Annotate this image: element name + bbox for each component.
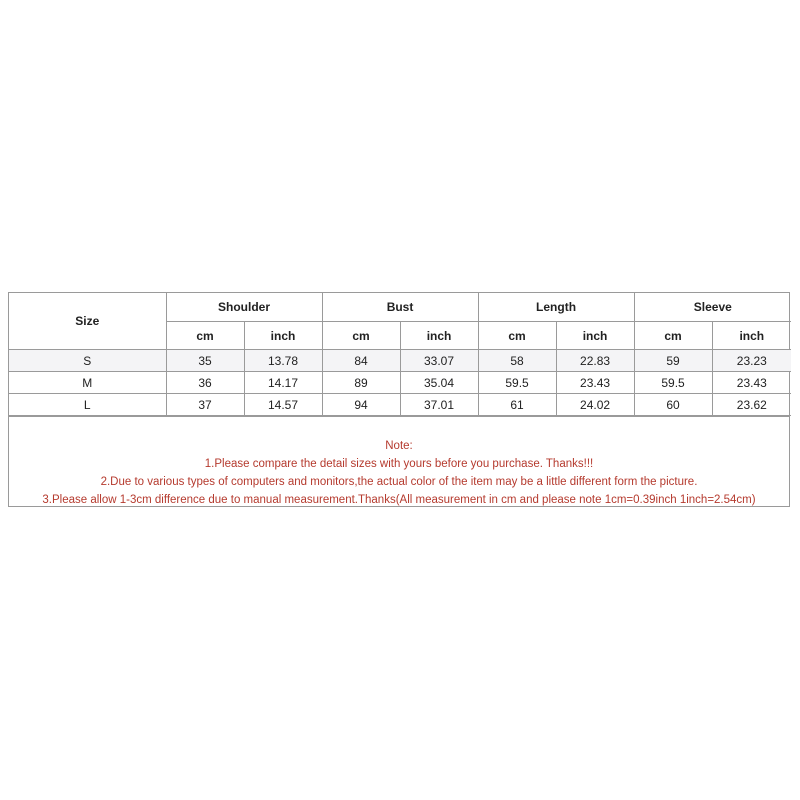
size-cell: M [9, 372, 166, 394]
unit-cm-header: cm [166, 322, 244, 350]
length-header: Length [478, 293, 634, 322]
note-title: Note: [385, 440, 413, 452]
value-cell: 35.04 [400, 372, 478, 394]
value-cell: 36 [166, 372, 244, 394]
value-cell: 84 [322, 350, 400, 372]
value-cell: 23.43 [556, 372, 634, 394]
value-cell: 14.57 [244, 394, 322, 416]
unit-inch-header: inch [712, 322, 791, 350]
value-cell: 61 [478, 394, 556, 416]
table-row [9, 394, 791, 416]
unit-inch-header: inch [400, 322, 478, 350]
value-cell: 33.07 [400, 350, 478, 372]
value-cell: 94 [322, 394, 400, 416]
value-cell: 59 [634, 350, 712, 372]
value-cell: 37.01 [400, 394, 478, 416]
value-cell: 14.17 [244, 372, 322, 394]
value-cell: 58 [478, 350, 556, 372]
value-cell: 59.5 [478, 372, 556, 394]
note-line: 3.Please allow 1-3cm difference due to manual measurement.Thanks(All measurement in cm and please note 1cm=0.39inch 1inch=2.54cm) [42, 494, 756, 506]
unit-inch-header: inch [244, 322, 322, 350]
value-cell: 24.02 [556, 394, 634, 416]
value-cell: 37 [166, 394, 244, 416]
size-cell: S [9, 350, 166, 372]
unit-cm-header: cm [322, 322, 400, 350]
size-header: Size [9, 293, 166, 350]
size-chart [8, 292, 790, 507]
table-row [9, 372, 791, 394]
size-table [9, 293, 791, 416]
unit-cm-header: cm [478, 322, 556, 350]
size-cell: L [9, 394, 166, 416]
shoulder-header: Shoulder [166, 293, 322, 322]
note-line: 1.Please compare the detail sizes with yours before you purchase. Thanks!!! [204, 458, 594, 470]
sleeve-header: Sleeve [634, 293, 791, 322]
unit-cm-header: cm [634, 322, 712, 350]
value-cell: 89 [322, 372, 400, 394]
value-cell: 23.62 [712, 394, 791, 416]
value-cell: 23.43 [712, 372, 791, 394]
note-line: 2.Due to various types of computers and monitors,the actual color of the item may be a little different form the picture. [100, 476, 698, 488]
value-cell: 13.78 [244, 350, 322, 372]
unit-inch-header: inch [556, 322, 634, 350]
value-cell: 60 [634, 394, 712, 416]
value-cell: 23.23 [712, 350, 791, 372]
table-row [9, 350, 791, 372]
bust-header: Bust [322, 293, 478, 322]
value-cell: 22.83 [556, 350, 634, 372]
value-cell: 35 [166, 350, 244, 372]
notes-section [9, 416, 789, 506]
value-cell: 59.5 [634, 372, 712, 394]
